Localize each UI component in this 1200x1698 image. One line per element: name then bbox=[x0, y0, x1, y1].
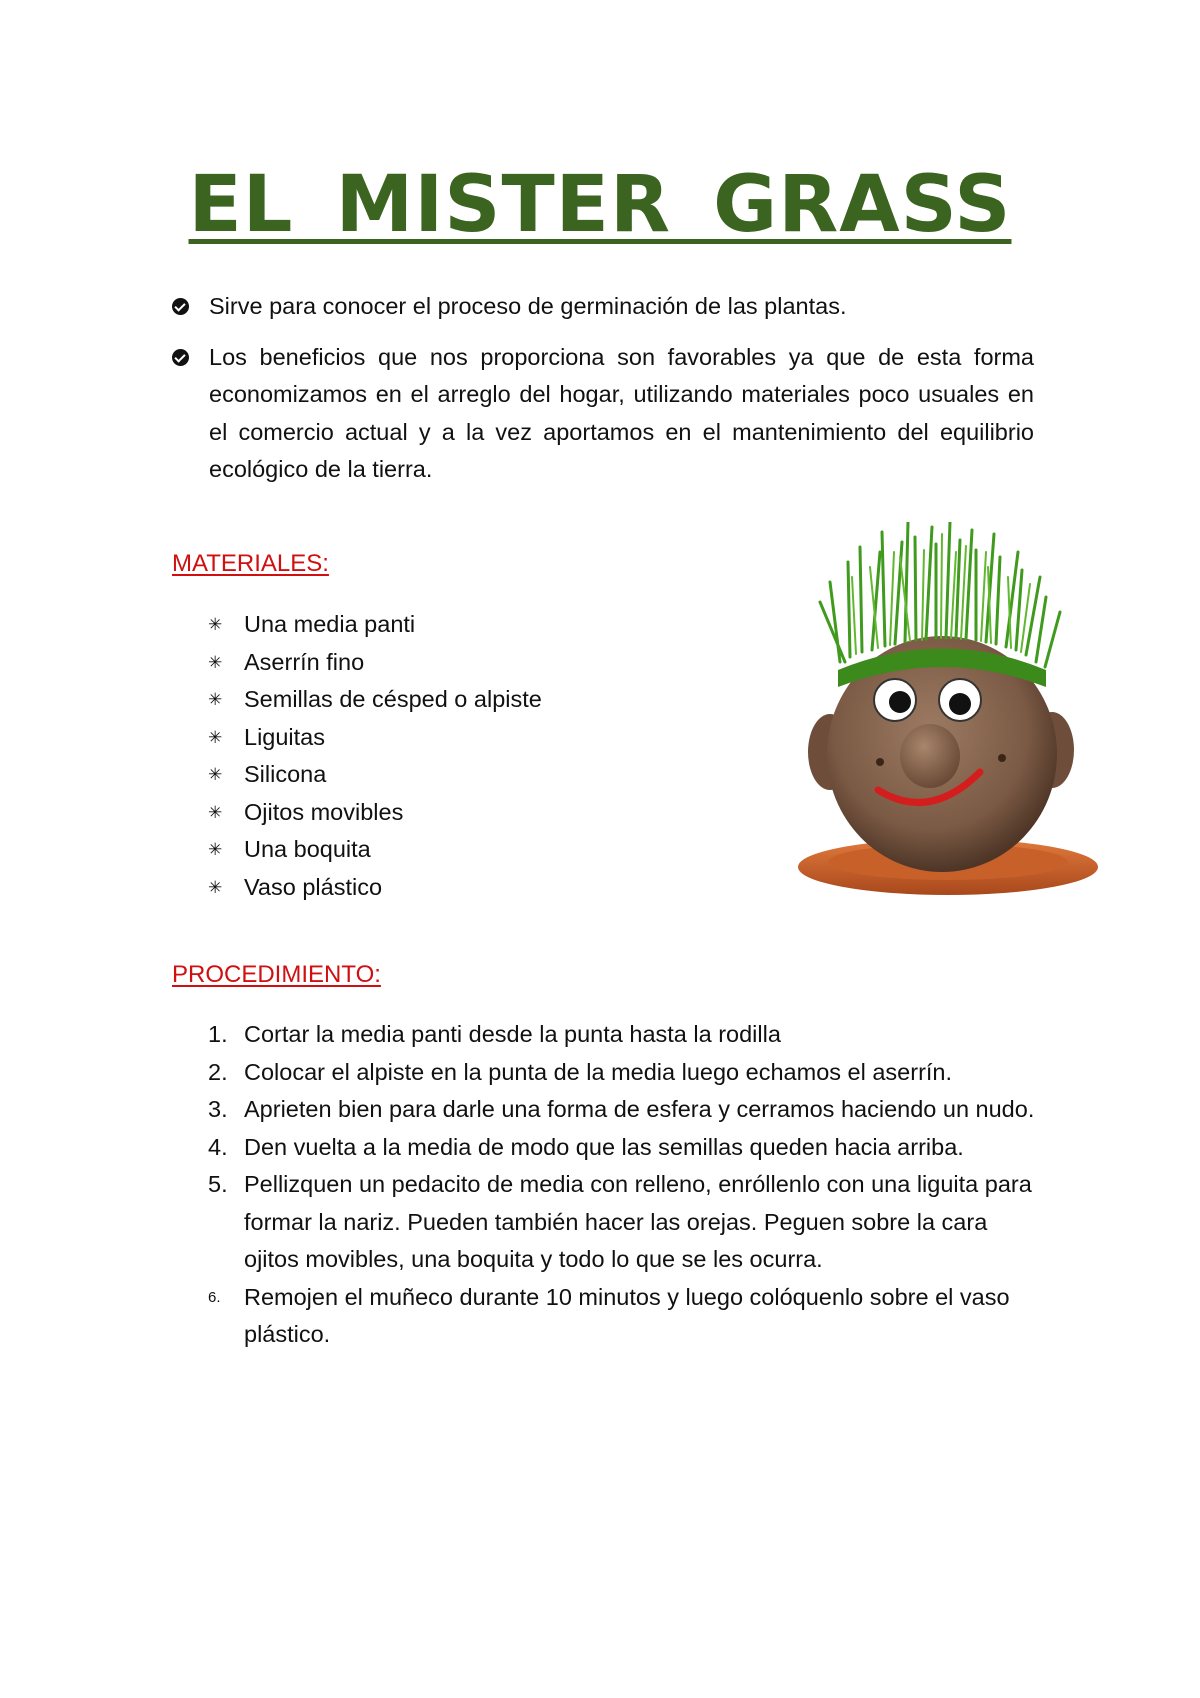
material-item bbox=[208, 644, 542, 682]
step-number: 4. bbox=[208, 1133, 228, 1160]
grass-head-illustration bbox=[790, 522, 1100, 918]
materials-list bbox=[208, 606, 542, 906]
asterisk-bullet-icon: ✳ bbox=[208, 727, 223, 747]
step-number: 5. bbox=[208, 1171, 228, 1197]
step-text: Colocar el alpiste en la punta de la media luego echamos el aserrín. bbox=[244, 1058, 953, 1085]
material-text: Una boquita bbox=[244, 836, 371, 862]
step-number: 6. bbox=[208, 1288, 221, 1306]
asterisk-bullet-icon: ✳ bbox=[208, 802, 223, 822]
step-text: Cortar la media panti desde la punta hasta la rodilla bbox=[244, 1021, 781, 1047]
material-text: Ojitos movibles bbox=[244, 798, 404, 825]
step-item bbox=[208, 1091, 1048, 1129]
materials-heading: MATERIALES: bbox=[172, 550, 329, 577]
material-item bbox=[208, 606, 542, 644]
asterisk-bullet-icon: ✳ bbox=[208, 840, 223, 859]
page-title: EL MISTER GRASS bbox=[188, 160, 1012, 250]
check-circle-icon bbox=[172, 298, 189, 315]
step-item bbox=[208, 1129, 1048, 1167]
intro-item bbox=[172, 339, 1034, 489]
check-circle-icon bbox=[172, 349, 189, 366]
material-text: Silicona bbox=[244, 761, 327, 787]
procedure-steps bbox=[208, 1016, 1048, 1354]
intro-item bbox=[172, 288, 1034, 326]
material-text: Vaso plástico bbox=[244, 873, 383, 900]
material-text: Aserrín fino bbox=[244, 648, 365, 675]
step-number: 1. bbox=[208, 1021, 228, 1047]
material-text: Semillas de césped o alpiste bbox=[244, 686, 542, 712]
asterisk-bullet-icon: ✳ bbox=[208, 690, 223, 709]
intro-text: Sirve para conocer el proceso de germinación de las plantas. bbox=[209, 293, 847, 319]
material-item bbox=[208, 794, 542, 832]
step-item bbox=[208, 1279, 1048, 1354]
material-text: Una media panti bbox=[244, 611, 416, 637]
asterisk-bullet-icon: ✳ bbox=[208, 877, 223, 897]
material-item bbox=[208, 681, 542, 719]
procedure-heading: PROCEDIMIENTO: bbox=[172, 961, 381, 988]
step-number: 2. bbox=[208, 1058, 228, 1085]
step-item bbox=[208, 1016, 1048, 1054]
step-text: Pellizquen un pedacito de media con relleno, enróllenlo con una liguita para formar la nariz. Pueden también hacer las orejas. Peguen sobre la cara ojitos movibles, una boquita y todo lo que se les ocurra. bbox=[244, 1171, 1032, 1272]
asterisk-bullet-icon: ✳ bbox=[208, 765, 223, 784]
intro-text: Los beneficios que nos proporciona son favorables ya que de esta forma economizamos en el arreglo del hogar, utilizando materiales poco usuales en el comercio actual y a la vez aportamos en el mantenimiento del equilibrio ecológico de la tierra. bbox=[209, 343, 1034, 482]
material-text: Liguitas bbox=[244, 723, 325, 750]
step-text: Den vuelta a la media de modo que las semillas queden hacia arriba. bbox=[244, 1133, 964, 1160]
step-number: 3. bbox=[208, 1096, 228, 1122]
intro-list bbox=[172, 288, 1034, 502]
material-item bbox=[208, 719, 542, 757]
nose bbox=[900, 724, 960, 788]
asterisk-bullet-icon: ✳ bbox=[208, 615, 223, 634]
material-item bbox=[208, 869, 542, 907]
asterisk-bullet-icon: ✳ bbox=[208, 652, 223, 672]
step-text: Aprieten bien para darle una forma de esfera y cerramos haciendo un nudo. bbox=[244, 1096, 1035, 1122]
step-item bbox=[208, 1054, 1048, 1092]
step-text: Remojen el muñeco durante 10 minutos y luego colóquenlo sobre el vaso plástico. bbox=[244, 1283, 1010, 1347]
material-item bbox=[208, 831, 542, 869]
material-item bbox=[208, 756, 542, 794]
step-item bbox=[208, 1166, 1048, 1279]
